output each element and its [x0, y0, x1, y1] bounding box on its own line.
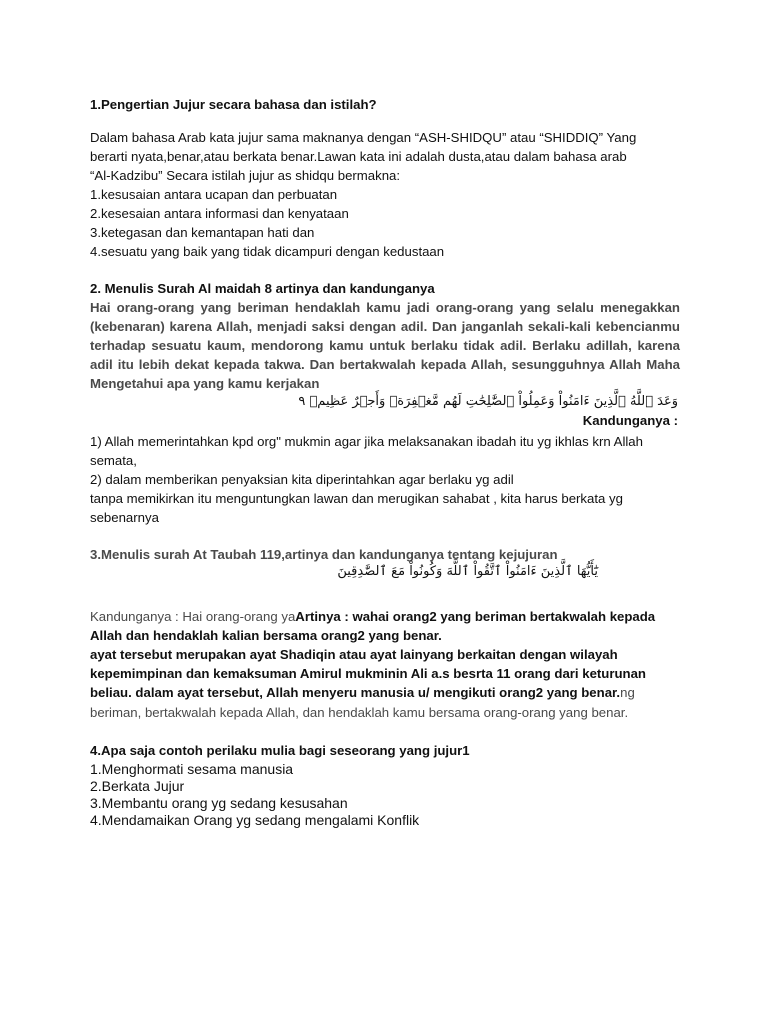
s4-list-item: 2.Berkata Jujur [90, 778, 185, 794]
s3-last-bold: beliau. dalam ayat tersebut, Allah menyeru manusia u/ mengikuti orang2 yang benar. [90, 685, 621, 700]
s1-list-item: 1.kesusaian antara ucapan dan perbuatan [90, 187, 338, 202]
s4-list-item: 4.Mendamaikan Orang yg sedang mengalami Konflik [90, 812, 420, 828]
section-4-title: 4.Apa saja contoh perilaku mulia bagi seseorang yang jujur1 [90, 743, 470, 758]
s2-arabic-verse: وَعَدَ ٱللَّهُ ٱلَّذِينَ ءَامَنُواْ وَعَمِلُواْ ٱلصَّٰلِحَٰتِ لَهُم مَّغۡفِرَةٞ وَأَجۡرٌ عَظِيمٞ ٩ [298, 394, 678, 409]
s1-list-item: 4.sesuatu yang baik yang tidak dicampuri dengan kedustaan [90, 244, 445, 259]
s2-translation-line: Hai orang-orang yang beriman hendaklah kamu jadi orang-orang yang selalu menegakkan [90, 300, 680, 315]
s3-arabic-verse: يَٰٓأَيُّهَا ٱلَّذِينَ ءَامَنُواْ ٱتَّقُواْ ٱللَّهَ وَكُونُواْ مَعَ ٱلصَّٰدِقِينَ [337, 564, 598, 579]
s3-kandungan-line [90, 607, 655, 626]
s1-list-item: 2.kesesaian antara informasi dan kenyataan [90, 206, 349, 221]
s1-paragraph-line-1: Dalam bahasa Arab kata jujur sama maknanya dengan “ASH-SHIDQU” atau “SHIDDIQ” Yang [90, 130, 637, 145]
s1-paragraph-line-3: “Al-Kadzibu” Secara istilah jujur as shidqu bermakna: [90, 168, 401, 183]
s2-translation-line: Mengetahui apa yang kamu kerjakan [90, 376, 320, 391]
s1-paragraph-line-2: berarti nyata,benar,atau berkata benar.Lawan kata ini adalah dusta,atau dalam bahasa arab [90, 149, 627, 164]
s1-list-item: 3.ketegasan dan kemantapan hati dan [90, 225, 315, 240]
s4-list-item: 3.Membantu orang yg sedang kesusahan [90, 795, 348, 811]
s3-final-line: beriman, bertakwalah kepada Allah, dan hendaklah kamu bersama orang-orang yang benar. [90, 705, 629, 720]
s2-translation-line: terhadap sesuatu kaum, mendorong kamu untuk berlaku tidak adil. Berlaku adillah, karena [90, 338, 680, 353]
s3-line: ayat tersebut merupakan ayat Shadiqin atau ayat lainyang berkaitan dengan wilayah [90, 647, 618, 662]
section-3-title: 3.Menulis surah At Taubah 119,artinya dan kandunganya tentang kejujuran [90, 547, 558, 562]
s2-translation-line: adil itu lebih dekat kepada takwa. Dan bertakwalah kepada Allah, sesungguhnya Allah Maha [90, 357, 680, 372]
s2-point-line: tanpa memikirkan itu menguntungkan lawan dan merugikan sahabat , kita harus berkata yg [90, 491, 623, 506]
s3-line: kepemimpinan dan kemaksuman Amirul mukminin Ali a.s besrta 11 orang dari keturunan [90, 666, 646, 681]
s4-list-item: 1.Menghormati sesama manusia [90, 761, 294, 777]
s3-last-grey: ng [620, 685, 635, 700]
section-1-title: 1.Pengertian Jujur secara bahasa dan istilah? [90, 97, 377, 112]
s3-line: Allah dan hendaklah kalian bersama orang2 yang benar. [90, 628, 442, 643]
s3-kandungan-grey: Kandunganya : Hai orang-orang ya [90, 609, 296, 624]
s3-last-line [90, 683, 635, 702]
s2-point-line: semata, [90, 453, 137, 468]
s2-point-line: sebenarnya [90, 510, 159, 525]
s3-artinya-bold: Artinya : wahai orang2 yang beriman bertakwalah kepada [295, 609, 656, 624]
s2-point-line: 2) dalam memberikan penyaksian kita diperintahkan agar berlaku yg adil [90, 472, 514, 487]
s2-point-line: 1) Allah memerintahkan kpd org" mukmin agar jika melaksanakan ibadah itu yg ikhlas krn Allah [90, 434, 643, 449]
s2-kandungan-label: Kandunganya : [582, 413, 678, 428]
s2-translation-line: (kebenaran) karena Allah, menjadi saksi dengan adil. Dan janganlah sekali-kali kebencianmu [90, 319, 680, 334]
section-2-title: 2. Menulis Surah Al maidah 8 artinya dan kandunganya [90, 281, 435, 296]
